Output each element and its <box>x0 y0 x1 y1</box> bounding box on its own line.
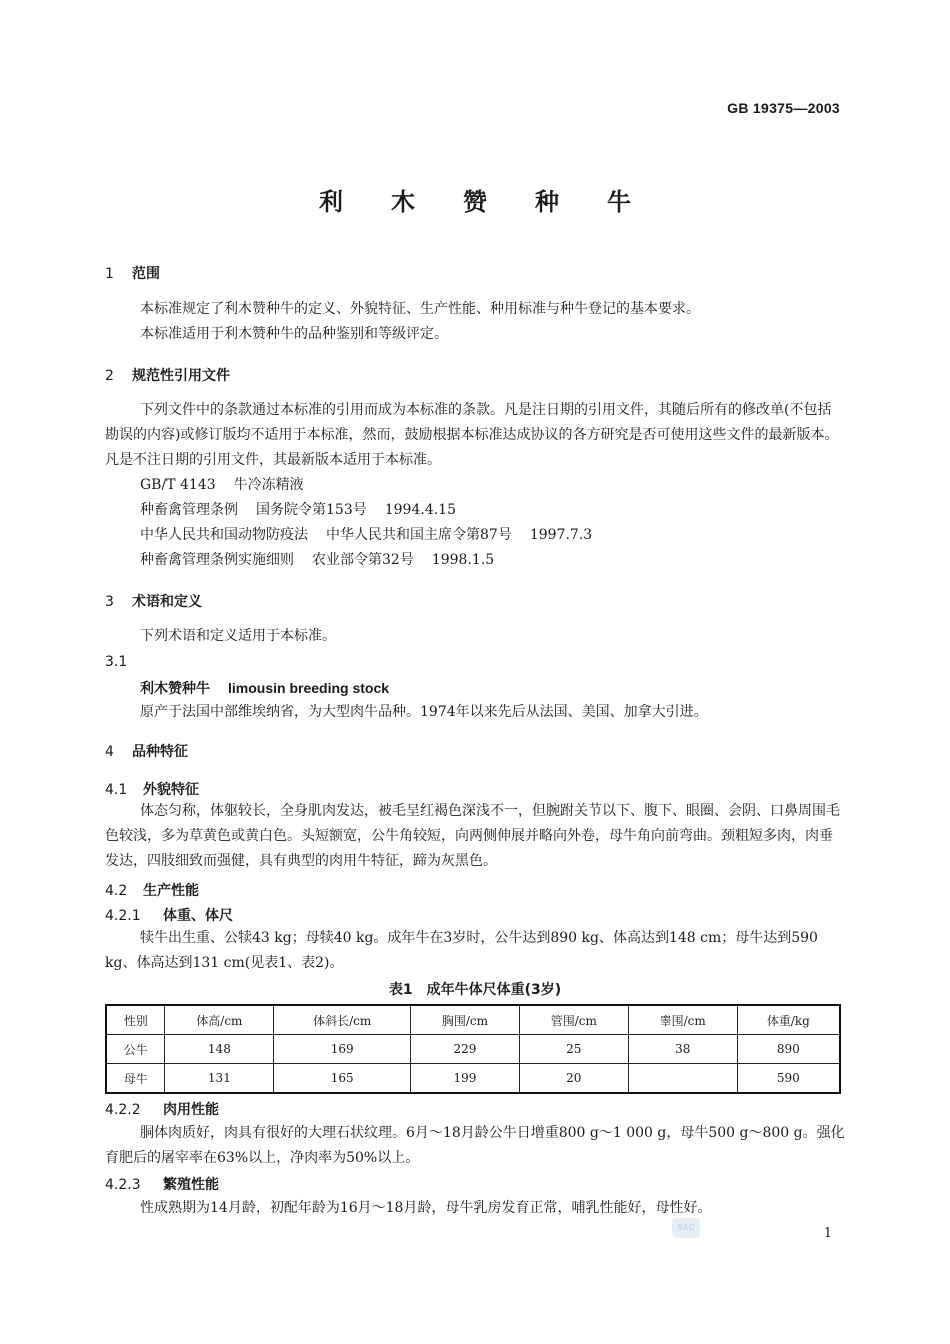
reference-title: 国务院令第153号 <box>256 502 367 518</box>
reference-date: 1994.4.15 <box>384 502 456 518</box>
standard-number: GB 19375—2003 <box>727 100 840 116</box>
reference-item <box>140 473 304 498</box>
column-header: 体重/kg <box>737 1005 840 1035</box>
reference-code: GB/T 4143 <box>140 477 216 493</box>
reference-title: 牛冷冻精液 <box>233 477 304 493</box>
reference-title: 中华人民共和国主席令第87号 <box>326 527 512 543</box>
reference-date: 1997.7.3 <box>529 527 593 543</box>
reference-item <box>140 498 456 523</box>
table-cell: 165 <box>274 1064 411 1094</box>
table-cell: 母牛 <box>106 1064 165 1094</box>
subsection-4-2-3-heading <box>105 1174 219 1194</box>
body-measurements-table <box>105 1004 841 1094</box>
subsection-number: 4.2.3 <box>105 1177 141 1193</box>
table-cell: 199 <box>410 1064 519 1094</box>
paragraph: 下列术语和定义适用于本标准。 <box>140 628 336 644</box>
subsection-title: 外貌特征 <box>143 782 199 798</box>
section-number: 4 <box>105 744 114 760</box>
column-header: 胸围/cm <box>410 1005 519 1035</box>
table-cell: 229 <box>410 1035 519 1064</box>
table-row <box>106 1064 840 1094</box>
term-definition: 原产于法国中部维埃纳省，为大型肉牛品种。1974年以来先后从法国、美国、加拿大引进。 <box>140 704 708 720</box>
reference-item <box>140 523 592 548</box>
table-caption: 表1 成年牛体尺体重(3岁) <box>388 982 562 998</box>
column-header: 体斜长/cm <box>274 1005 411 1035</box>
table-cell: 公牛 <box>106 1035 165 1064</box>
paragraph: 性成熟期为14月龄，初配年龄为16月～18月龄，母牛乳房发育正常，哺乳性能好，母性好。 <box>140 1200 712 1216</box>
section-1-heading <box>105 263 160 283</box>
table-row <box>106 1035 840 1064</box>
subsection-number: 4.2 <box>105 883 128 899</box>
section-4-heading <box>105 741 188 761</box>
table-cell: 169 <box>274 1035 411 1064</box>
table-header-row <box>106 1005 840 1035</box>
subsection-4-2-2-heading <box>105 1099 219 1119</box>
term-entry <box>140 678 389 698</box>
table-cell: 590 <box>737 1064 840 1094</box>
reference-item <box>140 548 494 573</box>
subsection-title: 生产性能 <box>143 883 199 899</box>
paragraph: 体态匀称，体躯较长，全身肌肉发达，被毛呈红褐色深浅不一，但腕跗关节以下、腹下、眼圈、会阴、口鼻周围毛色较浅，多为草黄色或黄白色。头短额宽，公牛角较短，向两侧伸展并略向外卷，母牛角向前弯曲。颈粗短多肉，肉垂发达，四肢细致而强健，具有典型的肉用牛特征，蹄为灰黑色。 <box>105 803 840 869</box>
column-header: 性别 <box>106 1005 165 1035</box>
table-cell <box>628 1064 737 1094</box>
subsection-4-2-1-heading <box>105 905 233 925</box>
table-cell: 20 <box>519 1064 628 1094</box>
paragraph: 胴体肉质好，肉具有很好的大理石状纹理。6月～18月龄公牛日增重800 g～1 000 g，母牛500 g～800 g。强化育肥后的屠宰率在63%以上，净肉率为50%以上。 <box>105 1125 845 1166</box>
subsection-4-2-heading <box>105 880 199 900</box>
section-title: 规范性引用文件 <box>132 368 230 384</box>
column-header: 睾围/cm <box>628 1005 737 1035</box>
sac-watermark-icon: SAC <box>672 1218 700 1238</box>
subsection-title: 肉用性能 <box>163 1102 219 1118</box>
column-header: 体高/cm <box>165 1005 274 1035</box>
table-cell: 38 <box>628 1035 737 1064</box>
table-cell: 131 <box>165 1064 274 1094</box>
paragraph: 下列文件中的条款通过本标准的引用而成为本标准的条款。凡是注日期的引用文件，其随后所有的修改单(不包括勘误的内容)或修订版均不适用于本标准，然而，鼓励根据本标准达成协议的各方研究是否可使用这些文件的最新版本。凡是不注日期的引用文件，其最新版本适用于本标准。 <box>105 402 839 468</box>
subsection-title: 体重、体尺 <box>163 908 233 924</box>
reference-date: 1998.1.5 <box>431 552 495 568</box>
paragraph: 犊牛出生重、公犊43 kg；母犊40 kg。成年牛在3岁时，公牛达到890 kg、体高达到148 cm；母牛达到590 kg、体高达到131 cm(见表1、表2)。 <box>105 930 818 971</box>
paragraph: 本标准适用于利木赞种牛的品种鉴别和等级评定。 <box>140 326 448 342</box>
reference-code: 种畜禽管理条例实施细则 <box>140 552 294 568</box>
table-cell: 148 <box>165 1035 274 1064</box>
section-3-heading <box>105 591 202 611</box>
subsection-number: 4.1 <box>105 782 128 798</box>
section-2-heading <box>105 365 230 385</box>
subsection-4-1-heading <box>105 779 199 799</box>
section-title: 术语和定义 <box>132 594 202 610</box>
paragraph: 本标准规定了利木赞种牛的定义、外貌特征、生产性能、种用标准与种牛登记的基本要求。 <box>140 301 700 317</box>
section-title: 品种特征 <box>132 744 188 760</box>
term-cn: 利木赞种牛 <box>140 681 210 697</box>
page-number: 1 <box>823 1226 832 1241</box>
table-cell: 25 <box>519 1035 628 1064</box>
subsection-number: 4.2.2 <box>105 1102 141 1118</box>
section-number: 1 <box>105 266 114 282</box>
subsection-number: 4.2.1 <box>105 908 141 924</box>
subsection-number: 3.1 <box>105 654 128 670</box>
reference-code: 种畜禽管理条例 <box>140 502 238 518</box>
section-number: 2 <box>105 368 114 384</box>
reference-title: 农业部令第32号 <box>312 552 414 568</box>
document-title: 利木赞种牛 <box>319 188 679 216</box>
table-cell: 890 <box>737 1035 840 1064</box>
subsection-title: 繁殖性能 <box>163 1177 219 1193</box>
reference-code: 中华人民共和国动物防疫法 <box>140 527 308 543</box>
term-en: limousin breeding stock <box>228 680 390 696</box>
section-title: 范围 <box>132 266 160 282</box>
column-header: 管围/cm <box>519 1005 628 1035</box>
section-number: 3 <box>105 594 114 610</box>
